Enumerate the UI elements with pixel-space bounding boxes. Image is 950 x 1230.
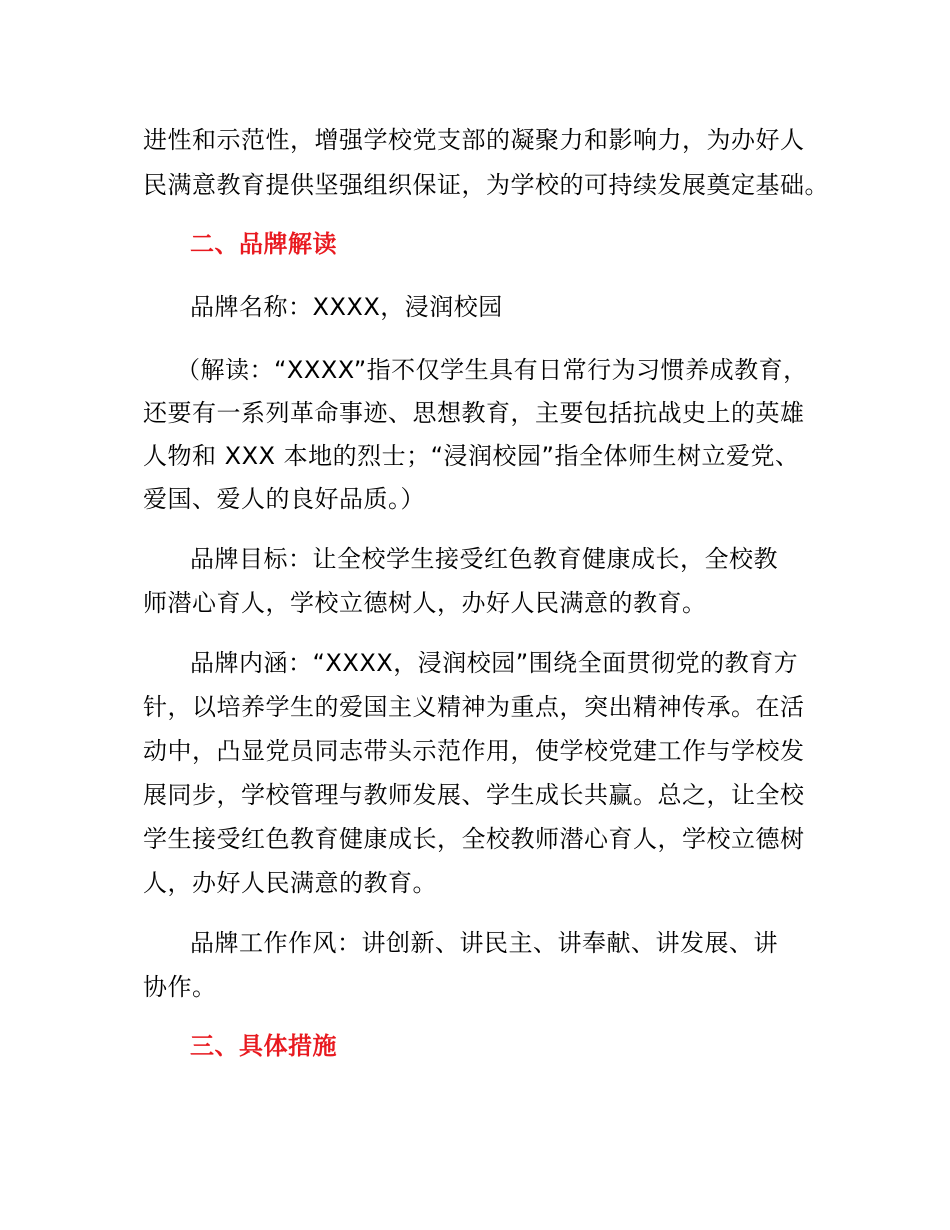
brand-connotation-line-3: 动中，凸显党员同志带头示范作用，使学校党建工作与学校发 <box>143 737 805 765</box>
intro-line-1: 进性和示范性，增强学校党支部的凝聚力和影响力，为办好人 <box>143 126 805 154</box>
brand-goal-line-1: 品牌目标：让全校学生接受红色教育健康成长，全校教 <box>190 545 778 573</box>
intro-line-2: 民满意教育提供坚强组织保证，为学校的可持续发展奠定基础。 <box>143 171 829 199</box>
section-heading-brand-interpretation: 二、品牌解读 <box>190 230 337 258</box>
brand-goal-line-2: 师潜心育人，学校立德树人，办好人民满意的教育。 <box>143 589 707 617</box>
brand-connotation-line-1: 品牌内涵：“XXXX，浸润校园”围绕全面贯彻党的教育方 <box>190 649 799 677</box>
brand-connotation-line-5: 学生接受红色教育健康成长，全校教师潜心育人，学校立德树 <box>143 825 805 853</box>
brand-style-line-2: 协作。 <box>143 973 217 1001</box>
interpretation-line-4: 爱国、爱人的良好品质。） <box>143 485 425 513</box>
section-heading-specific-measures: 三、具体措施 <box>190 1032 337 1060</box>
brand-connotation-line-4: 展同步，学校管理与教师发展、学生成长共赢。总之，让全校 <box>143 781 805 809</box>
interpretation-line-1: （解读：“XXXX”指不仅学生具有日常行为习惯养成教育， <box>176 356 808 384</box>
brand-style-line-1: 品牌工作作风：讲创新、讲民主、讲奉献、讲发展、讲 <box>190 929 778 957</box>
interpretation-line-2: 还要有一系列革命事迹、思想教育，主要包括抗战史上的英雄 <box>143 399 805 427</box>
interpretation-line-3: 人物和 XXX 本地的烈士；“浸润校园”指全体师生树立爱党、 <box>143 442 800 470</box>
brand-connotation-line-6: 人，办好人民满意的教育。 <box>143 869 437 897</box>
brand-connotation-line-2: 针，以培养学生的爱国主义精神为重点，突出精神传承。在活 <box>143 693 805 721</box>
brand-name-paragraph: 品牌名称：XXXX，浸润校园 <box>190 293 503 321</box>
